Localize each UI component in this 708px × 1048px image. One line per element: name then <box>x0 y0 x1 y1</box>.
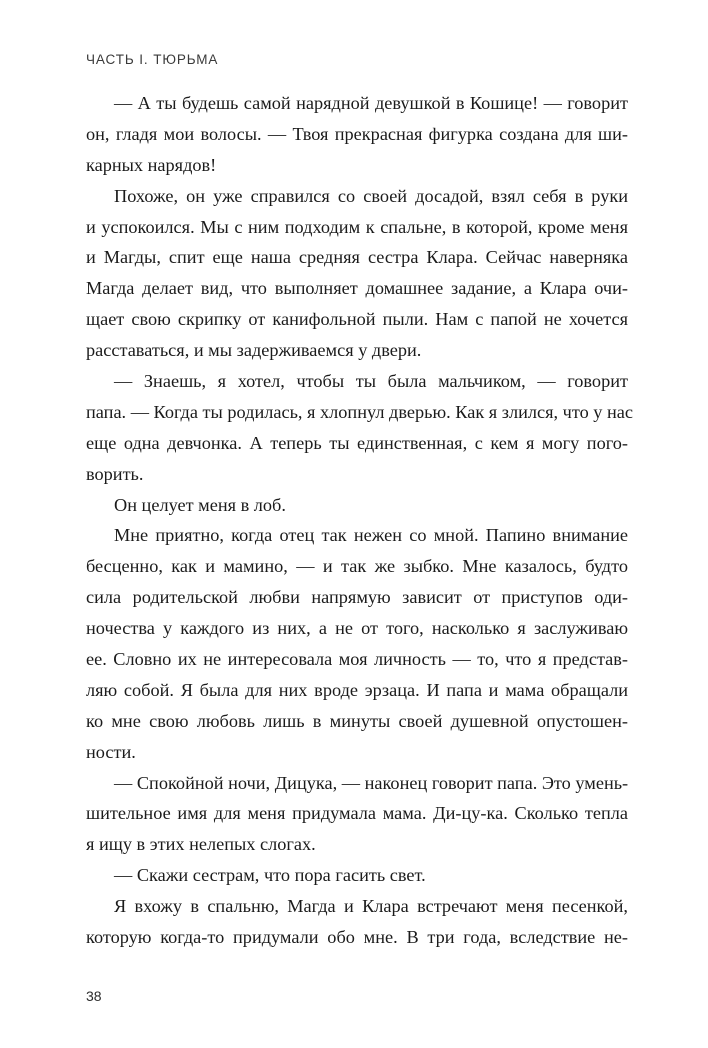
text-line: он, гладя мои волосы. — Твоя прекрасная фигурка создана для ши- <box>86 123 628 144</box>
text-line: и Магды, спит еще наша средняя сестра Клара. Сейчас наверняка <box>86 247 628 268</box>
text-line: Он целует меня в лоб. <box>114 494 286 515</box>
text-line: Похоже, он уже справился со своей досадой, взял себя в руки <box>114 185 628 206</box>
text-line: — Спокойной ночи, Дицука, — наконец говорит папа. Это умень- <box>114 772 629 793</box>
text-line: я ищу в этих нелепых слогах. <box>86 834 316 855</box>
text-line: ворить. <box>86 463 144 484</box>
paragraph <box>86 181 628 366</box>
paragraph <box>86 860 628 891</box>
paragraph <box>86 88 628 181</box>
text-line: ее. Словно их не интересовала моя личность — то, что я представ- <box>86 649 628 670</box>
text-line: ляю собой. Я была для них вроде эрзаца. И папа и мама обращали <box>86 679 628 700</box>
text-line: Я вхожу в спальню, Магда и Клара встречают меня песенкой, <box>114 896 628 917</box>
text-line: Мне приятно, когда отец так нежен со мной. Папино внимание <box>114 525 628 546</box>
running-head: ЧАСТЬ I. ТЮРЬМА <box>86 52 219 67</box>
text-line: папа. — Когда ты родилась, я хлопнул дверью. Как я злился, что у нас <box>86 401 634 422</box>
paragraph <box>86 891 628 953</box>
paragraph <box>86 768 628 861</box>
text-line: — Знаешь, я хотел, чтобы ты была мальчиком, — говорит <box>114 371 628 392</box>
text-line: которую когда-то придумали обо мне. В три года, вследствие не- <box>86 927 628 948</box>
text-line: щает свою скрипку от канифольной пыли. Нам с папой не хочется <box>86 309 628 330</box>
text-line: бесценно, как и мамино, — и так же зыбко. Мне казалось, будто <box>86 556 628 577</box>
text-line: еще одна девчонка. А теперь ты единственная, с кем я могу пого- <box>86 432 628 453</box>
text-line: ко мне свою любовь лишь в минуты своей душевной опустошен- <box>86 710 628 731</box>
text-line: ночества у каждого из них, а не от того, насколько я заслуживаю <box>86 618 628 639</box>
text-line: шительное имя для меня придумала мама. Ди-цу-ка. Сколько тепла <box>86 803 628 824</box>
text-line: Магда делает вид, что выполняет домашнее задание, а Клара очи- <box>86 278 628 299</box>
body-text <box>86 88 634 953</box>
text-line: ности. <box>86 741 136 762</box>
text-line: и успокоился. Мы с ним подходим к спальне, в которой, кроме меня <box>86 216 628 237</box>
page-number: 38 <box>86 988 102 1004</box>
paragraph <box>86 520 628 767</box>
paragraph <box>86 366 634 490</box>
text-line: карных нарядов! <box>86 154 217 175</box>
text-line: сила родительской любви напрямую зависит от приступов оди- <box>86 587 628 608</box>
text-line: — А ты будешь самой нарядной девушкой в Кошице! — говорит <box>114 93 628 113</box>
text-line: расставаться, и мы задерживаемся у двери. <box>86 340 422 361</box>
text-line: — Скажи сестрам, что пора гасить свет. <box>114 865 426 886</box>
paragraph <box>86 490 628 521</box>
